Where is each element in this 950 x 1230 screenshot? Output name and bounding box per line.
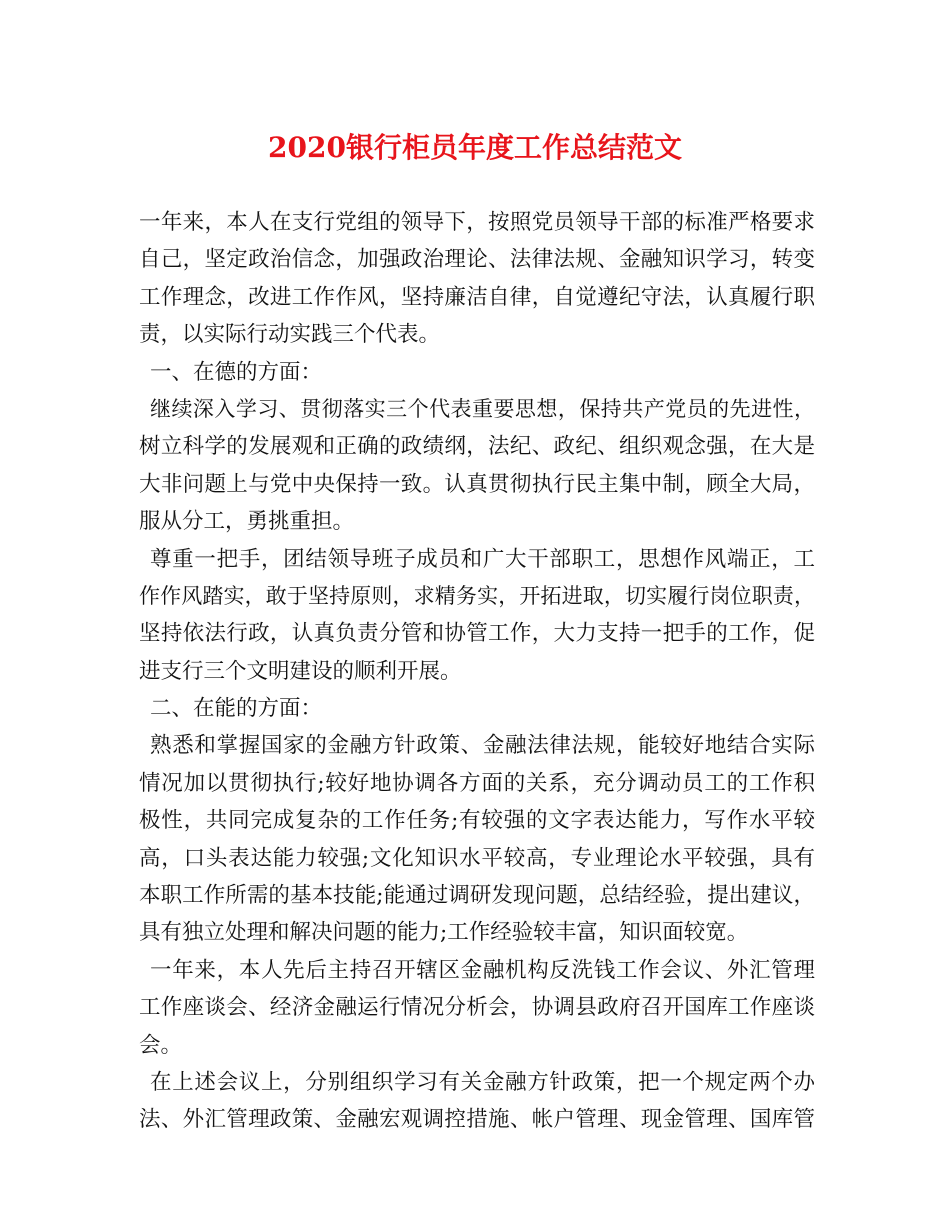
document-title: 2020银行柜员年度工作总结范文: [268, 131, 682, 164]
document-body: [139, 204, 815, 1139]
paragraph-line: 高，口头表达能力较强;文化知识水平较高，专业理论水平较强，具有: [139, 845, 815, 871]
paragraph-line: 作作风踏实，敢于坚持原则，求精务实，开拓进取，切实履行岗位职责，: [139, 583, 815, 608]
paragraph-line: 责，以实际行动实践三个代表。: [139, 322, 441, 348]
paragraph-line: 尊重一把手，团结领导班子成员和广大干部职工，思想作风端正，工: [150, 546, 815, 572]
paragraph-line: 一年来，本人先后主持召开辖区金融机构反洗钱工作会议、外汇管理: [150, 957, 815, 983]
paragraph-line: 树立科学的发展观和正确的政绩纲，法纪、政纪、组织观念强，在大是: [139, 434, 815, 460]
paragraph-line: 大非问题上与党中央保持一致。认真贯彻执行民主集中制，顾全大局，: [139, 471, 815, 497]
paragraph-line: 继续深入学习、贯彻落实三个代表重要思想，保持共产党员的先进性，: [150, 396, 815, 421]
paragraph-line: 一年来，本人在支行党组的领导下，按照党员领导干部的标准严格要求: [139, 210, 815, 235]
paragraph-line: 会。: [139, 1032, 183, 1058]
paragraph-line: 服从分工，勇挑重担。: [139, 509, 355, 535]
paragraph-line: 法、外汇管理政策、金融宏观调控措施、帐户管理、现金管理、国库管: [139, 1107, 815, 1133]
paragraph-line: 极性，共同完成复杂的工作任务;有较强的文字表达能力，写作水平较: [139, 808, 815, 834]
section-heading: 一、在德的方面：: [150, 359, 323, 385]
paragraph-line: 具有独立处理和解决问题的能力;工作经验较丰富，知识面较宽。: [139, 920, 749, 946]
paragraph-line: 情况加以贯彻执行;较好地协调各方面的关系，充分调动员工的工作积: [139, 770, 815, 796]
paragraph-line: 坚持依法行政，认真负责分管和协管工作，大力支持一把手的工作，促: [139, 621, 815, 647]
paragraph-line: 本职工作所需的基本技能;能通过调研发现问题，总结经验，提出建议，: [139, 883, 815, 909]
paragraph-line: 自己，坚定政治信念，加强政治理论、法律法规、金融知识学习，转变: [139, 247, 815, 273]
paragraph-line: 熟悉和掌握国家的金融方针政策、金融法律法规，能较好地结合实际: [150, 733, 815, 759]
paragraph-line: 工作理念，改进工作作风，坚持廉洁自律，自觉遵纪守法，认真履行职: [139, 284, 815, 310]
paragraph-line: 进支行三个文明建设的顺利开展。: [139, 658, 462, 684]
paragraph-line: 工作座谈会、经济金融运行情况分析会，协调县政府召开国库工作座谈: [139, 995, 815, 1021]
section-heading: 二、在能的方面：: [150, 696, 323, 722]
paragraph-line: 在上述会议上，分别组织学习有关金融方针政策，把一个规定两个办: [150, 1069, 815, 1095]
